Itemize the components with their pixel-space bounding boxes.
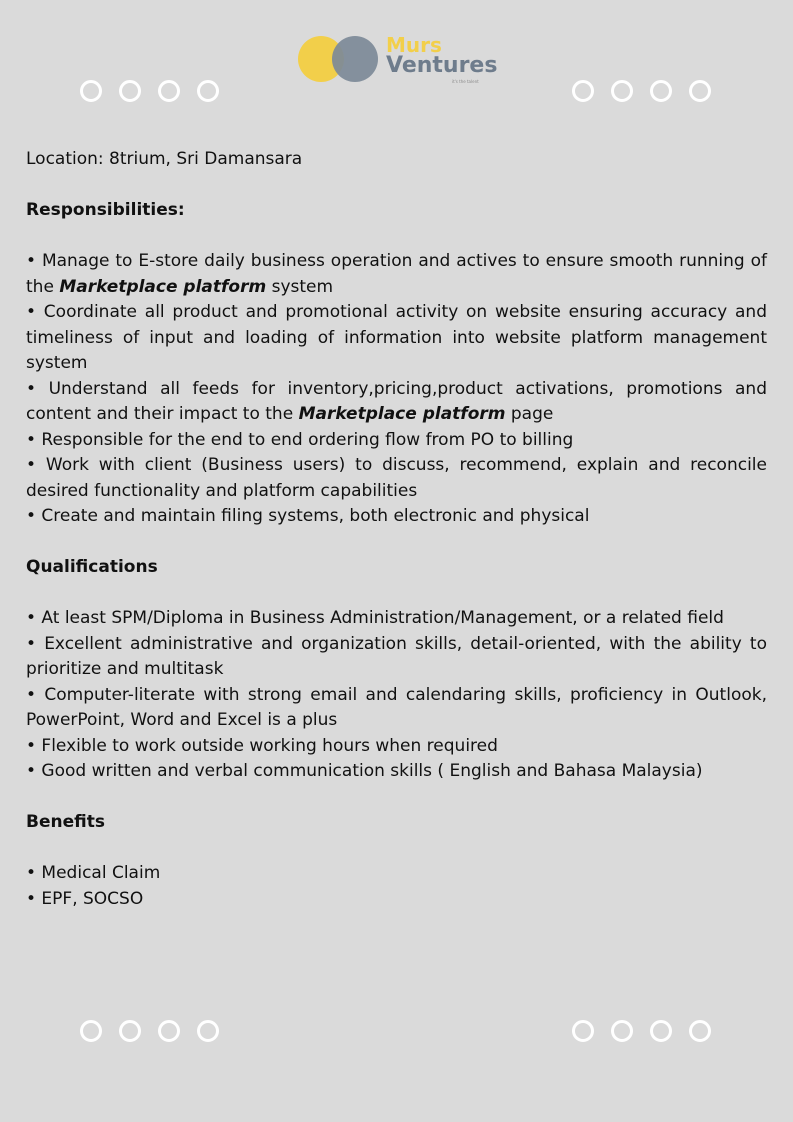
ring-icon: [611, 80, 633, 102]
list-item: • Flexible to work outside working hours when required: [26, 735, 498, 756]
ring-icon: [80, 1020, 102, 1042]
list-item: • Understand all feeds for inventory,pricing,product activations, promotions and content and their impact to the Marketplace platform page: [26, 378, 767, 424]
responsibilities-heading: Responsibilities:: [26, 200, 185, 220]
ring-icon: [689, 1020, 711, 1042]
logo-tagline: it's the talent: [452, 79, 479, 84]
ring-icon: [650, 80, 672, 102]
ring-icon: [119, 1020, 141, 1042]
list-item: • EPF, SOCSO: [26, 888, 144, 909]
list-item: • Excellent administrative and organization skills, detail-oriented, with the ability to prioritize and multitask: [26, 633, 767, 679]
decor-dots-top-left: [80, 80, 219, 102]
decor-dots-top-right: [572, 80, 711, 102]
decor-dots-bottom-right: [572, 1020, 711, 1042]
brand-logo: [298, 34, 498, 84]
ring-icon: [611, 1020, 633, 1042]
ring-icon: [80, 80, 102, 102]
ring-icon: [197, 80, 219, 102]
ring-icon: [572, 80, 594, 102]
list-item: • Responsible for the end to end ordering flow from PO to billing: [26, 429, 574, 450]
decor-dots-bottom-left: [80, 1020, 219, 1042]
qualifications-heading: Qualifications: [26, 557, 158, 577]
ring-icon: [119, 80, 141, 102]
location-line: Location: 8trium, Sri Damansara: [26, 149, 303, 169]
ring-icon: [197, 1020, 219, 1042]
ring-icon: [158, 1020, 180, 1042]
list-item: • Medical Claim: [26, 863, 161, 883]
list-item: • Create and maintain filing systems, both electronic and physical: [26, 506, 590, 526]
ring-icon: [689, 80, 711, 102]
benefits-heading: Benefits: [26, 812, 105, 832]
logo-word-2: Ventures: [386, 53, 498, 78]
list-item: • Computer-literate with strong email and calendaring skills, proficiency in Outlook, PowerPoint, Word and Excel is a plus: [26, 684, 767, 730]
list-item: • Manage to E-store daily business operation and actives to ensure smooth running of the Marketplace platform system: [26, 251, 767, 297]
list-item: • Work with client (Business users) to discuss, recommend, explain and reconcile desired functionality and platform capabilities: [26, 455, 767, 501]
list-item: • At least SPM/Diploma in Business Administration/Management, or a related field: [26, 608, 724, 628]
ring-icon: [158, 80, 180, 102]
logo-word-1: Murs: [386, 33, 442, 57]
logo-slate-circle: [332, 36, 378, 82]
list-item: • Coordinate all product and promotional activity on website ensuring accuracy and timeliness of input and loading of information into website platform management system: [26, 302, 767, 373]
ring-icon: [650, 1020, 672, 1042]
ring-icon: [572, 1020, 594, 1042]
list-item: • Good written and verbal communication skills ( English and Bahasa Malaysia): [26, 761, 703, 781]
job-description: [26, 147, 767, 912]
